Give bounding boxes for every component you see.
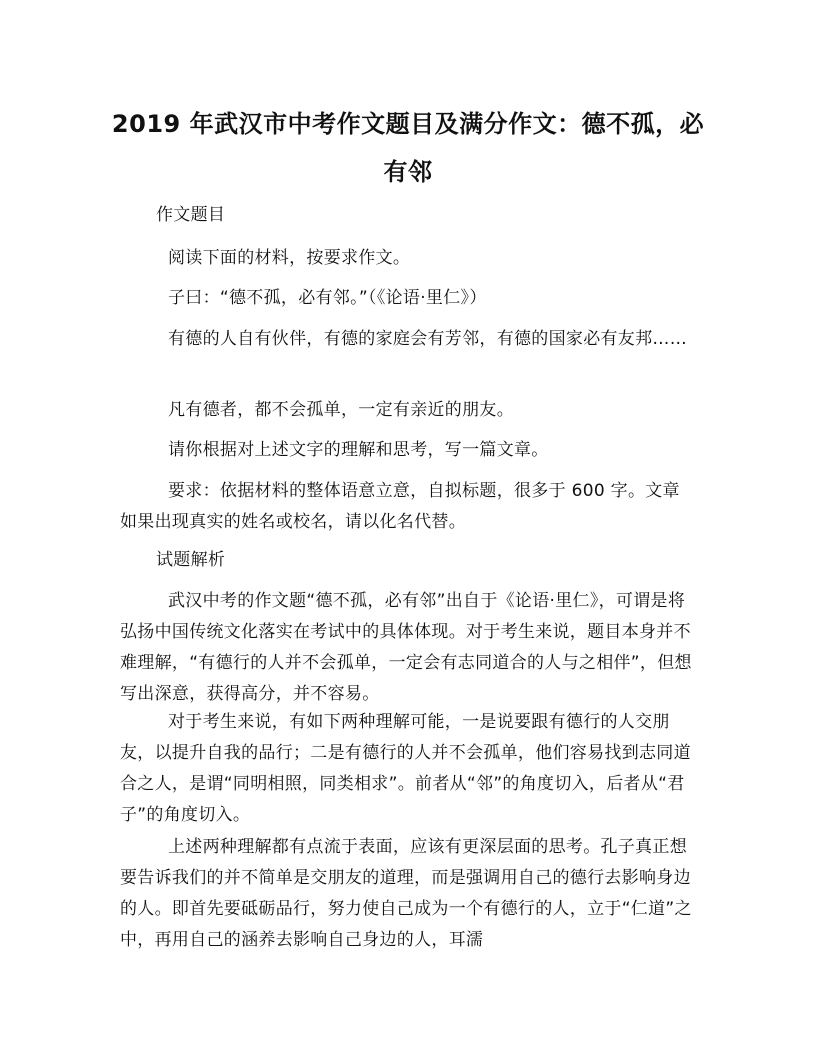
prompt-paragraph-1: 阅读下面的材料，按要求作文。 — [168, 248, 411, 268]
section-heading-analysis: 试题解析 — [156, 550, 226, 570]
prompt-paragraph-5: 请你根据对上述文字的理解和思考，写一篇文章。 — [168, 440, 549, 460]
analysis-paragraph-2: 对于考生来说，有如下两种理解可能，一是说要跟有德行的人交朋友，以提升自我的品行；二是有德行的人并不会孤单，他们容易找到志同道合之人，是谓“同明相照，同类相求”。前者从“邻”的角度切入，后者从“君子”的角度切入。 — [120, 712, 691, 825]
prompt-paragraph-6: 要求：依据材料的整体语意立意，自拟标题，很多于 600 字。文章如果出现真实的姓名或校名，请以化名代替。 — [120, 481, 680, 532]
section-heading-prompt: 作文题目 — [156, 205, 226, 225]
prompt-paragraph-2: 子曰：“德不孤，必有邻。”（《论语·里仁》） — [168, 288, 487, 308]
prompt-paragraph-4: 凡有德者，都不会孤单，一定有亲近的朋友。 — [168, 400, 514, 420]
analysis-paragraph-3: 上述两种理解都有点流于表面，应该有更深层面的思考。孔子真正想要告诉我们的并不简单是交朋友的道理，而是强调用自己的德行去影响身边的人。即首先要砥砺品行，努力使自己成为一个有德行的人，立于“仁道”之中，再用自己的涵养去影响自己身边的人，耳濡 — [120, 837, 692, 950]
document-title: 2019 年武汉市中考作文题目及满分作文：德不孤，必有邻 — [111, 110, 705, 186]
prompt-paragraph-3: 有德的人自有伙伴，有德的家庭会有芳邻，有德的国家必有友邦…… — [168, 329, 687, 349]
analysis-paragraph-1: 武汉中考的作文题“德不孤，必有邻”出自于《论语·里仁》，可谓是将弘扬中国传统文化落实在考试中的具体体现。对于考生来说，题目本身并不难理解，“有德行的人并不会孤单，一定会有志同道合的人与之相伴”，但想写出深意，获得高分，并不容易。 — [120, 591, 692, 704]
